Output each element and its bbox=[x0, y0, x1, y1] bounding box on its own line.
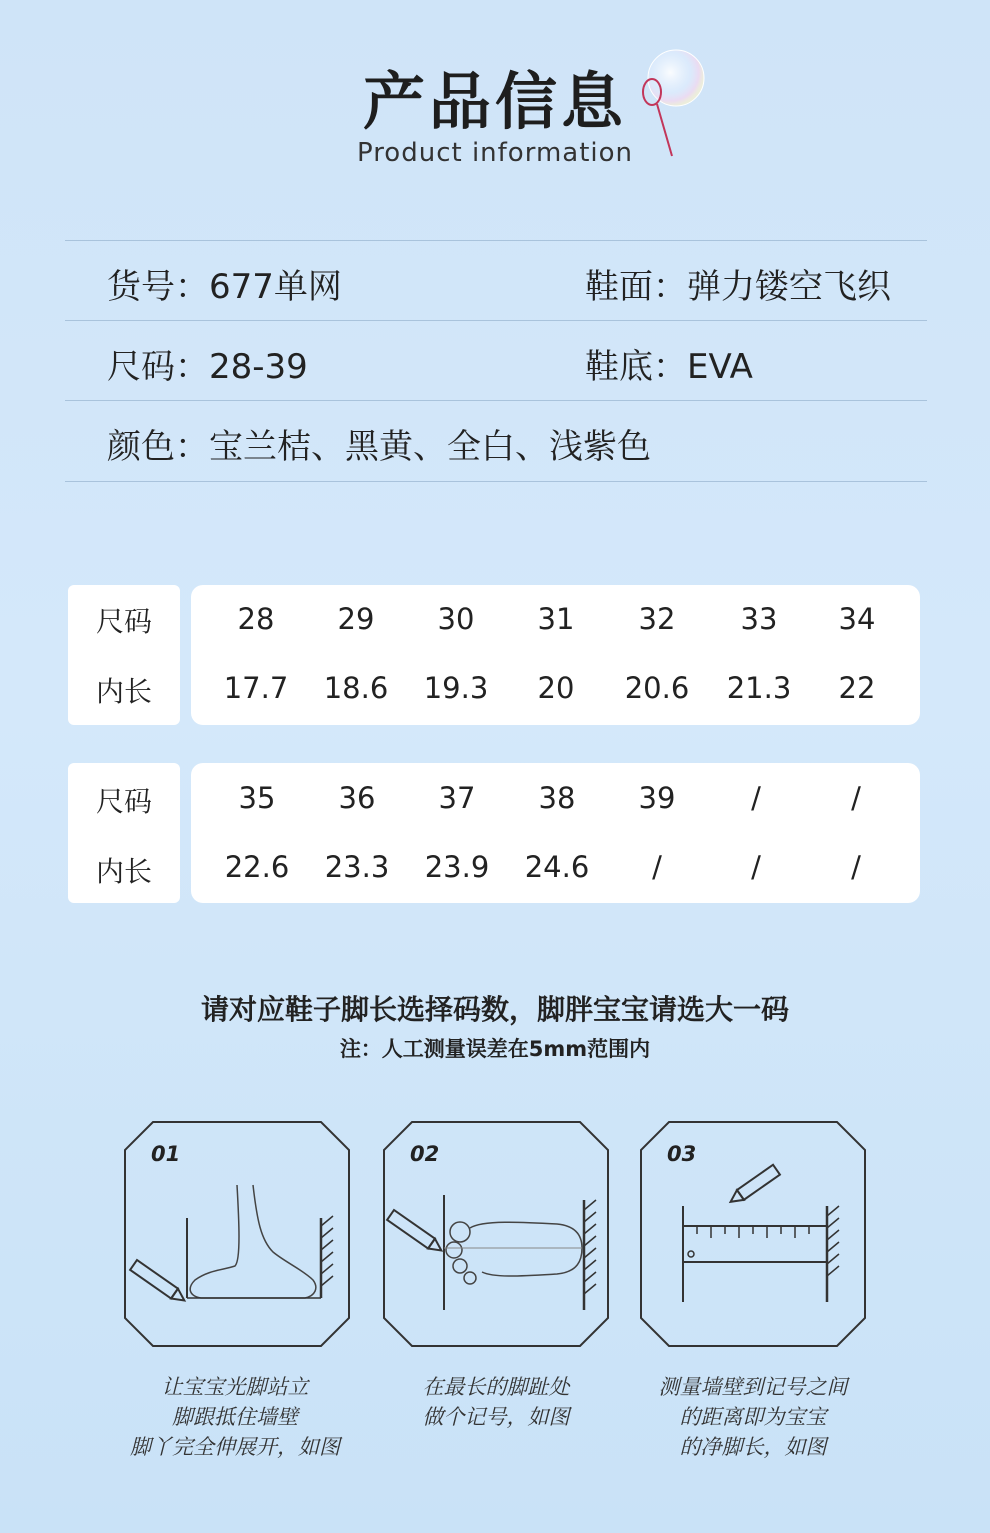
size-cell: 38 bbox=[538, 781, 576, 815]
info-label: 货号： bbox=[107, 267, 209, 307]
caption-line: 在最长的脚趾处 bbox=[422, 1375, 570, 1399]
size-cell: 29 bbox=[337, 602, 375, 636]
size-table-block-1 bbox=[68, 585, 920, 725]
info-row bbox=[65, 240, 927, 321]
step-card-1 bbox=[123, 1120, 351, 1348]
length-cell: 23.9 bbox=[424, 850, 490, 884]
length-cell: / bbox=[652, 850, 662, 884]
info-item-upper bbox=[585, 259, 891, 308]
measurement-note: 注：人工测量误差在5mm范围内 bbox=[339, 1037, 651, 1061]
length-cell: 22.6 bbox=[224, 850, 290, 884]
caption-line: 做个记号，如图 bbox=[422, 1405, 570, 1429]
caption-line: 的距离即为宝宝 bbox=[679, 1405, 827, 1429]
length-cell: / bbox=[751, 850, 761, 884]
size-cell: 31 bbox=[537, 602, 575, 636]
size-table-block-2 bbox=[68, 763, 920, 903]
info-row bbox=[65, 400, 927, 482]
info-label: 鞋底： bbox=[585, 347, 687, 387]
page-subtitle: Product information bbox=[356, 138, 634, 168]
step-card-3 bbox=[639, 1120, 867, 1348]
length-cell: 20.6 bbox=[624, 671, 690, 705]
row-label-size: 尺码 bbox=[96, 605, 153, 638]
length-cell: 21.3 bbox=[726, 671, 792, 705]
size-cell: 32 bbox=[638, 602, 676, 636]
size-cell: / bbox=[851, 781, 861, 815]
step-caption-1 bbox=[85, 1372, 385, 1462]
caption-line: 让宝宝光脚站立 bbox=[161, 1375, 309, 1399]
step-number: 02 bbox=[410, 1142, 440, 1166]
info-label: 颜色： bbox=[107, 427, 209, 467]
length-cell: 22 bbox=[838, 671, 876, 705]
info-value: 宝兰桔、黑黄、全白、浅紫色 bbox=[209, 427, 651, 467]
caption-line: 测量墙壁到记号之间 bbox=[658, 1375, 848, 1399]
length-cell: 24.6 bbox=[524, 850, 590, 884]
bubble-wand-icon bbox=[632, 46, 722, 166]
info-item-size bbox=[107, 339, 308, 388]
info-item-color bbox=[107, 419, 651, 468]
size-cell: 30 bbox=[437, 602, 475, 636]
row-label-length: 内长 bbox=[96, 675, 153, 708]
info-value: 677单网 bbox=[209, 267, 342, 307]
length-cell: 23.3 bbox=[324, 850, 390, 884]
size-cell: 35 bbox=[238, 781, 276, 815]
step-caption-2 bbox=[346, 1372, 646, 1432]
page-title: 产品信息 bbox=[362, 65, 627, 138]
step-number: 03 bbox=[667, 1142, 697, 1166]
size-cell: / bbox=[751, 781, 761, 815]
row-label-length: 内长 bbox=[96, 855, 153, 888]
info-value: 28-39 bbox=[209, 347, 308, 387]
size-cell: 34 bbox=[838, 602, 876, 636]
info-item-sole bbox=[585, 339, 753, 388]
step-number: 01 bbox=[151, 1142, 181, 1166]
info-value: EVA bbox=[687, 347, 753, 387]
info-label: 尺码： bbox=[107, 347, 209, 387]
size-cell: 37 bbox=[438, 781, 476, 815]
step-card-2 bbox=[382, 1120, 610, 1348]
length-cell: 18.6 bbox=[323, 671, 389, 705]
size-cell: 33 bbox=[740, 602, 778, 636]
size-cell: 39 bbox=[638, 781, 676, 815]
length-cell: 19.3 bbox=[423, 671, 489, 705]
size-cell: 28 bbox=[237, 602, 275, 636]
size-advice: 请对应鞋子脚长选择码数，脚胖宝宝请选大一码 bbox=[200, 993, 789, 1026]
length-cell: / bbox=[851, 850, 861, 884]
info-value: 弹力镂空飞织 bbox=[687, 267, 891, 307]
caption-line: 脚丫完全伸展开，如图 bbox=[130, 1435, 340, 1459]
length-cell: 20 bbox=[537, 671, 575, 705]
info-item-sku bbox=[107, 259, 342, 308]
caption-line: 的净脚长，如图 bbox=[679, 1435, 827, 1459]
info-label: 鞋面： bbox=[585, 267, 687, 307]
length-cell: 17.7 bbox=[223, 671, 289, 705]
size-cell: 36 bbox=[338, 781, 376, 815]
info-row bbox=[65, 320, 927, 401]
step-caption-3 bbox=[603, 1372, 903, 1462]
caption-line: 脚跟抵住墙壁 bbox=[172, 1405, 298, 1429]
row-label-size: 尺码 bbox=[96, 785, 153, 818]
